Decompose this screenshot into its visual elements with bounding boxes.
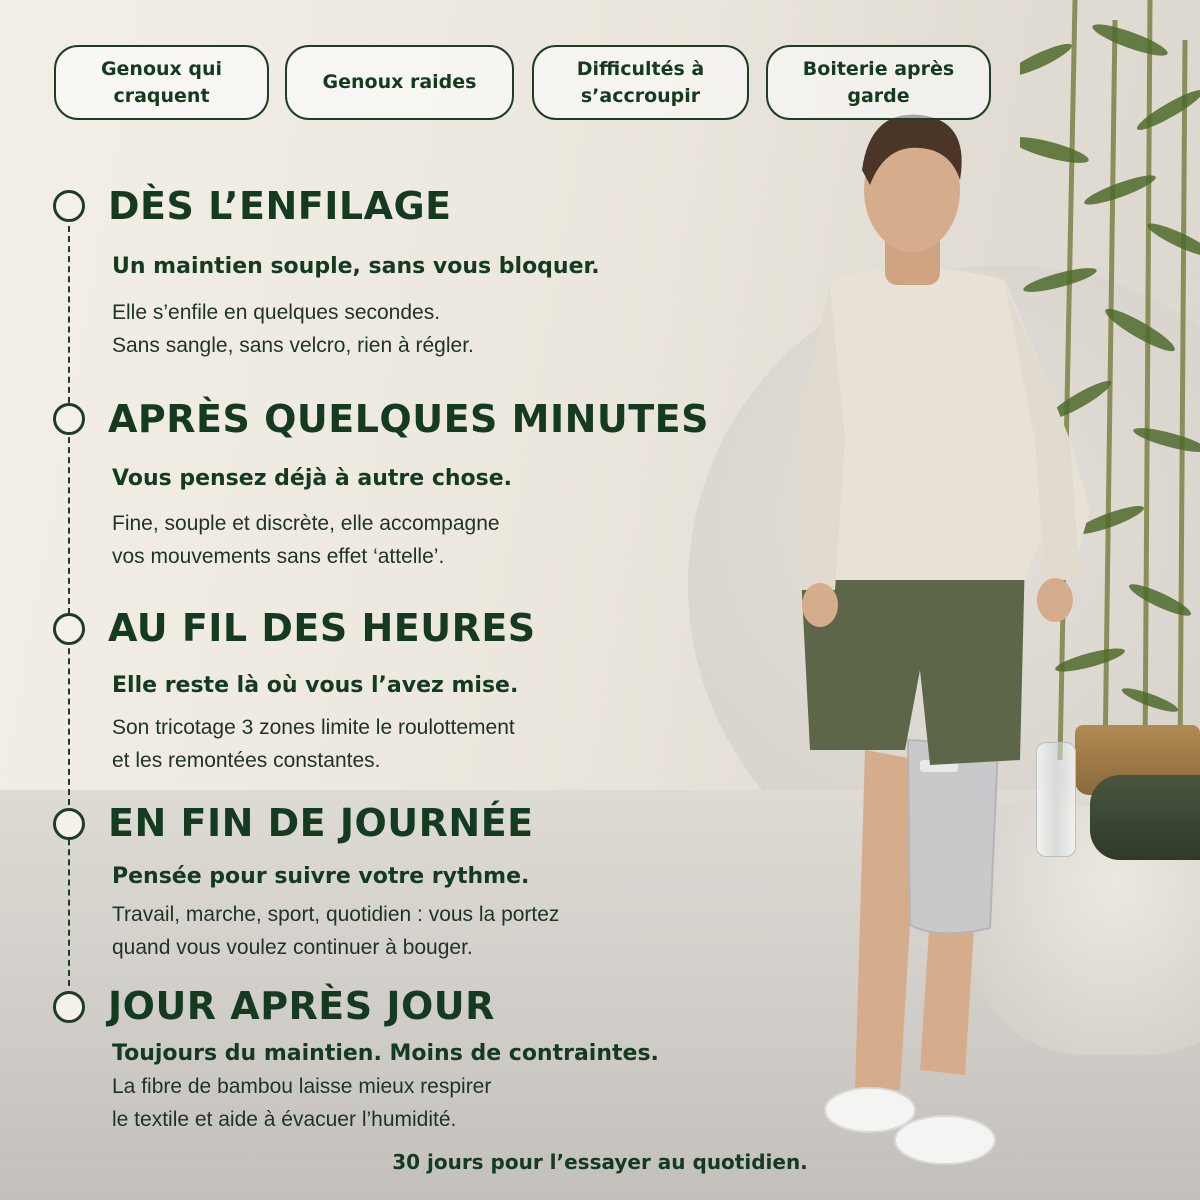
man-wearing-knee-sleeve-image — [770, 110, 1130, 1180]
timeline-circle-icon — [53, 190, 85, 222]
timeline-circle-icon — [53, 808, 85, 840]
chip-boiterie-apres-garde: Boiterie après garde — [766, 45, 991, 120]
timeline-circle-icon — [53, 991, 85, 1023]
step-2-title: APRÈS QUELQUES MINUTES — [108, 397, 709, 441]
step-3-body: Son tricotage 3 zones limite le roulottement et les remontées constantes. — [112, 716, 515, 772]
step-5-subtitle: Toujours du maintien. Moins de contraintes. — [112, 1041, 659, 1066]
chip-genoux-raides: Genoux raides — [285, 45, 514, 120]
step-5-body: La fibre de bambou laisse mieux respirer le textile et aide à évacuer l’humidité. — [112, 1075, 492, 1131]
chip-difficultes-accroupir: Difficultés à s’accroupir — [532, 45, 749, 120]
step-3-title: AU FIL DES HEURES — [108, 606, 536, 650]
step-3-subtitle: Elle reste là où vous l’avez mise. — [112, 673, 519, 698]
step-4-title: EN FIN DE JOURNÉE — [108, 801, 534, 845]
step-5-title: JOUR APRÈS JOUR — [108, 984, 495, 1028]
timeline-circle-icon — [53, 403, 85, 435]
step-1-title: DÈS L’ENFILAGE — [108, 184, 452, 228]
chip-genoux-qui-craquent: Genoux qui craquent — [54, 45, 269, 120]
timeline-dashed-line — [68, 226, 70, 986]
step-4-subtitle: Pensée pour suivre votre rythme. — [112, 864, 530, 889]
step-4-body: Travail, marche, sport, quotidien : vous la portez quand vous voulez continuer à bouger. — [112, 903, 560, 959]
timeline-circle-icon — [53, 613, 85, 645]
step-2-subtitle: Vous pensez déjà à autre chose. — [112, 466, 513, 491]
trial-footer-note: 30 jours pour l’essayer au quotidien. — [392, 1150, 808, 1174]
step-1-body: Elle s’enfile en quelques secondes. Sans sangle, sans velcro, rien à régler. — [112, 301, 474, 357]
step-2-body: Fine, souple et discrète, elle accompagne vos mouvements sans effet ‘attelle’. — [112, 512, 500, 568]
step-1-subtitle: Un maintien souple, sans vous bloquer. — [112, 254, 600, 279]
